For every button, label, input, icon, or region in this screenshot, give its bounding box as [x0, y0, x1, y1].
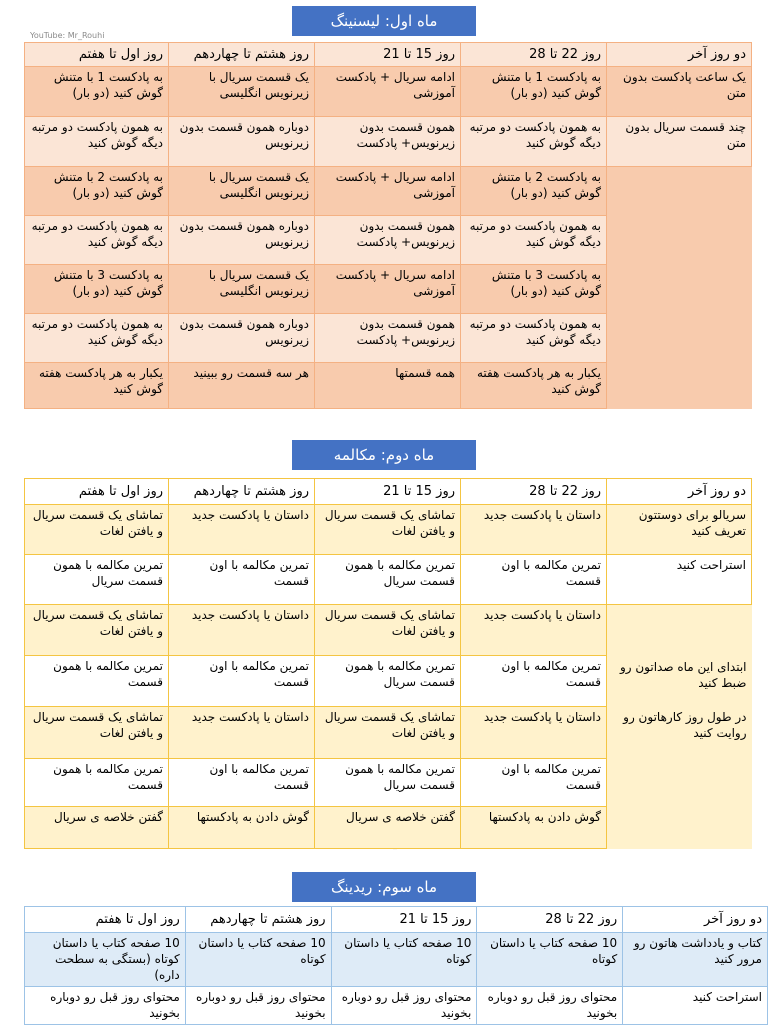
table-cell: گفتن خلاصه ی سریال [315, 807, 461, 849]
column-header: روز 22 تا 28 [461, 43, 607, 67]
table-cell: دوباره همون قسمت بدون زیرنویس [169, 314, 315, 363]
table-cell: به پادکست 3 با متنش گوش کنید (دو بار) [461, 265, 607, 314]
month3-title: ماه سوم: ریدینگ [292, 872, 476, 902]
table-cell: داستان یا پادکست جدید [461, 605, 607, 656]
table-cell: ادامه سریال + پادکست آموزشی [315, 67, 461, 117]
table-cell: تمرین مکالمه با اون قسمت [461, 759, 607, 807]
table-cell: تمرین مکالمه با اون قسمت [169, 759, 315, 807]
column-header: روز 15 تا 21 [315, 43, 461, 67]
table-cell: به همون پادکست دو مرتبه دیگه گوش کنید [25, 216, 169, 265]
table-cell: به پادکست 1 با متنش گوش کنید (دو بار) [461, 67, 607, 117]
table-cell: گوش دادن به پادکستها [169, 807, 315, 849]
table-cell: چند قسمت سریال بدون متن [607, 117, 752, 167]
column-header: روز اول تا هفتم [25, 479, 169, 505]
table-row [25, 933, 768, 987]
empty-cell [607, 167, 752, 409]
table-cell: یکبار به هر پادکست هفته گوش کنید [25, 363, 169, 409]
table-header-row [25, 479, 752, 505]
table-cell: به همون پادکست دو مرتبه دیگه گوش کنید [461, 314, 607, 363]
table-row [25, 555, 752, 605]
table-row [25, 167, 752, 216]
table-cell: تماشای یک قسمت سریال و یافتن لغات [25, 707, 169, 759]
table-cell: کتاب و یادداشت هاتون رو مرور کنید [623, 933, 768, 987]
table-cell: یک قسمت سریال با زیرنویس انگلیسی [169, 167, 315, 216]
table-cell: تمرین مکالمه با همون قسمت سریال [315, 759, 461, 807]
table-cell: به پادکست 2 با متنش گوش کنید (دو بار) [461, 167, 607, 216]
table-cell: یکبار به هر پادکست هفته گوش کنید [461, 363, 607, 409]
column-header: روز اول تا هفتم [25, 43, 169, 67]
table-cell: دوباره همون قسمت بدون زیرنویس [169, 117, 315, 167]
table-cell: داستان یا پادکست جدید [169, 707, 315, 759]
table-cell: تمرین مکالمه با اون قسمت [461, 656, 607, 707]
table-cell: محتوای روز قبل رو دوباره بخونید [477, 987, 623, 1025]
table-cell: داستان یا پادکست جدید [169, 605, 315, 656]
table-row [25, 987, 768, 1025]
table-cell: تماشای یک قسمت سریال و یافتن لغات [315, 707, 461, 759]
table-cell: یک قسمت سریال با زیرنویس انگلیسی [169, 265, 315, 314]
table-header-row [25, 907, 768, 933]
table-cell: داستان یا پادکست جدید [461, 505, 607, 555]
table-cell: تماشای یک قسمت سریال و یافتن لغات [25, 605, 169, 656]
table-cell: محتوای روز قبل رو دوباره بخونید [25, 987, 186, 1025]
table-row [25, 117, 752, 167]
table-row [25, 67, 752, 117]
column-header: روز 22 تا 28 [477, 907, 623, 933]
table-cell: تمرین مکالمه با همون قسمت سریال [25, 555, 169, 605]
side-note: در طول روز کارهاتون رو روایت کنید [623, 710, 747, 740]
table-row [25, 505, 752, 555]
table-cell: تمرین مکالمه با همون قسمت سریال [315, 555, 461, 605]
table-cell: استراحت کنید [607, 555, 752, 605]
table-cell: به همون پادکست دو مرتبه دیگه گوش کنید [25, 117, 169, 167]
table-cell: 10 صفحه کتاب یا داستان کوتاه [185, 933, 331, 987]
table-cell: یک قسمت سریال با زیرنویس انگلیسی [169, 67, 315, 117]
month1-table [24, 42, 752, 409]
column-header: دو روز آخر [607, 479, 752, 505]
table-cell: 10 صفحه کتاب یا داستان کوتاه (بستگی به سطحت داره) [25, 933, 186, 987]
month1-title: ماه اول: لیسنینگ [292, 6, 476, 36]
table-cell: به همون پادکست دو مرتبه دیگه گوش کنید [461, 216, 607, 265]
column-header: روز اول تا هفتم [25, 907, 186, 933]
column-header: دو روز آخر [623, 907, 768, 933]
table-cell: ادامه سریال + پادکست آموزشی [315, 265, 461, 314]
table-cell: به پادکست 3 با متنش گوش کنید (دو بار) [25, 265, 169, 314]
table-cell: تمرین مکالمه با همون قسمت [25, 759, 169, 807]
table-cell: محتوای روز قبل رو دوباره بخونید [185, 987, 331, 1025]
table-cell: محتوای روز قبل رو دوباره بخونید [331, 987, 477, 1025]
table-cell: ادامه سریال + پادکست آموزشی [315, 167, 461, 216]
table-cell: تمرین مکالمه با اون قسمت [169, 656, 315, 707]
table-cell: گفتن خلاصه ی سریال [25, 807, 169, 849]
column-header: دو روز آخر [607, 43, 752, 67]
table-cell: همون قسمت بدون زیرنویس+ پادکست [315, 314, 461, 363]
table-cell: به همون پادکست دو مرتبه دیگه گوش کنید [25, 314, 169, 363]
table-cell: داستان یا پادکست جدید [169, 505, 315, 555]
table-cell: استراحت کنید [623, 987, 768, 1025]
table-cell: دوباره همون قسمت بدون زیرنویس [169, 216, 315, 265]
month2-table [24, 478, 752, 849]
table-cell: هر سه قسمت رو ببینید [169, 363, 315, 409]
table-cell: تماشای یک قسمت سریال و یافتن لغات [315, 605, 461, 656]
side-note: ابتدای این ماه صداتون رو ضبط کنید [619, 660, 747, 690]
table-cell: گوش دادن به پادکستها [461, 807, 607, 849]
table-cell: به پادکست 2 با متنش گوش کنید (دو بار) [25, 167, 169, 216]
table-cell: 10 صفحه کتاب یا داستان کوتاه [331, 933, 477, 987]
month3-table [24, 906, 768, 1025]
table-cell: داستان یا پادکست جدید [461, 707, 607, 759]
table-cell: تمرین مکالمه با همون قسمت سریال [315, 656, 461, 707]
table-row [25, 605, 752, 656]
table-cell: تمرین مکالمه با اون قسمت [169, 555, 315, 605]
table-cell: یک ساعت پادکست بدون متن [607, 67, 752, 117]
column-header: روز هشتم تا چهاردهم [169, 479, 315, 505]
month2-title: ماه دوم: مکالمه [292, 440, 476, 470]
watermark: YouTube: Mr_Rouhi [30, 31, 105, 40]
table-cell: تماشای یک قسمت سریال و یافتن لغات [315, 505, 461, 555]
table-cell: تمرین مکالمه با همون قسمت [25, 656, 169, 707]
table-cell: تماشای یک قسمت سریال و یافتن لغات [25, 505, 169, 555]
column-header: روز هشتم تا چهاردهم [185, 907, 331, 933]
table-cell: به پادکست 1 با متنش گوش کنید (دو بار) [25, 67, 169, 117]
column-header: روز 15 تا 21 [315, 479, 461, 505]
table-cell: 10 صفحه کتاب یا داستان کوتاه [477, 933, 623, 987]
table-cell: سریالو برای دوستتون تعریف کنید [607, 505, 752, 555]
column-header: روز هشتم تا چهاردهم [169, 43, 315, 67]
table-cell: به همون پادکست دو مرتبه دیگه گوش کنید [461, 117, 607, 167]
column-header: روز 22 تا 28 [461, 479, 607, 505]
side-notes-cell [607, 605, 752, 849]
table-cell: همون قسمت بدون زیرنویس+ پادکست [315, 117, 461, 167]
table-header-row [25, 43, 752, 67]
table-cell: همه قسمتها [315, 363, 461, 409]
table-cell: همون قسمت بدون زیرنویس+ پادکست [315, 216, 461, 265]
column-header: روز 15 تا 21 [331, 907, 477, 933]
table-cell: تمرین مکالمه با اون قسمت [461, 555, 607, 605]
